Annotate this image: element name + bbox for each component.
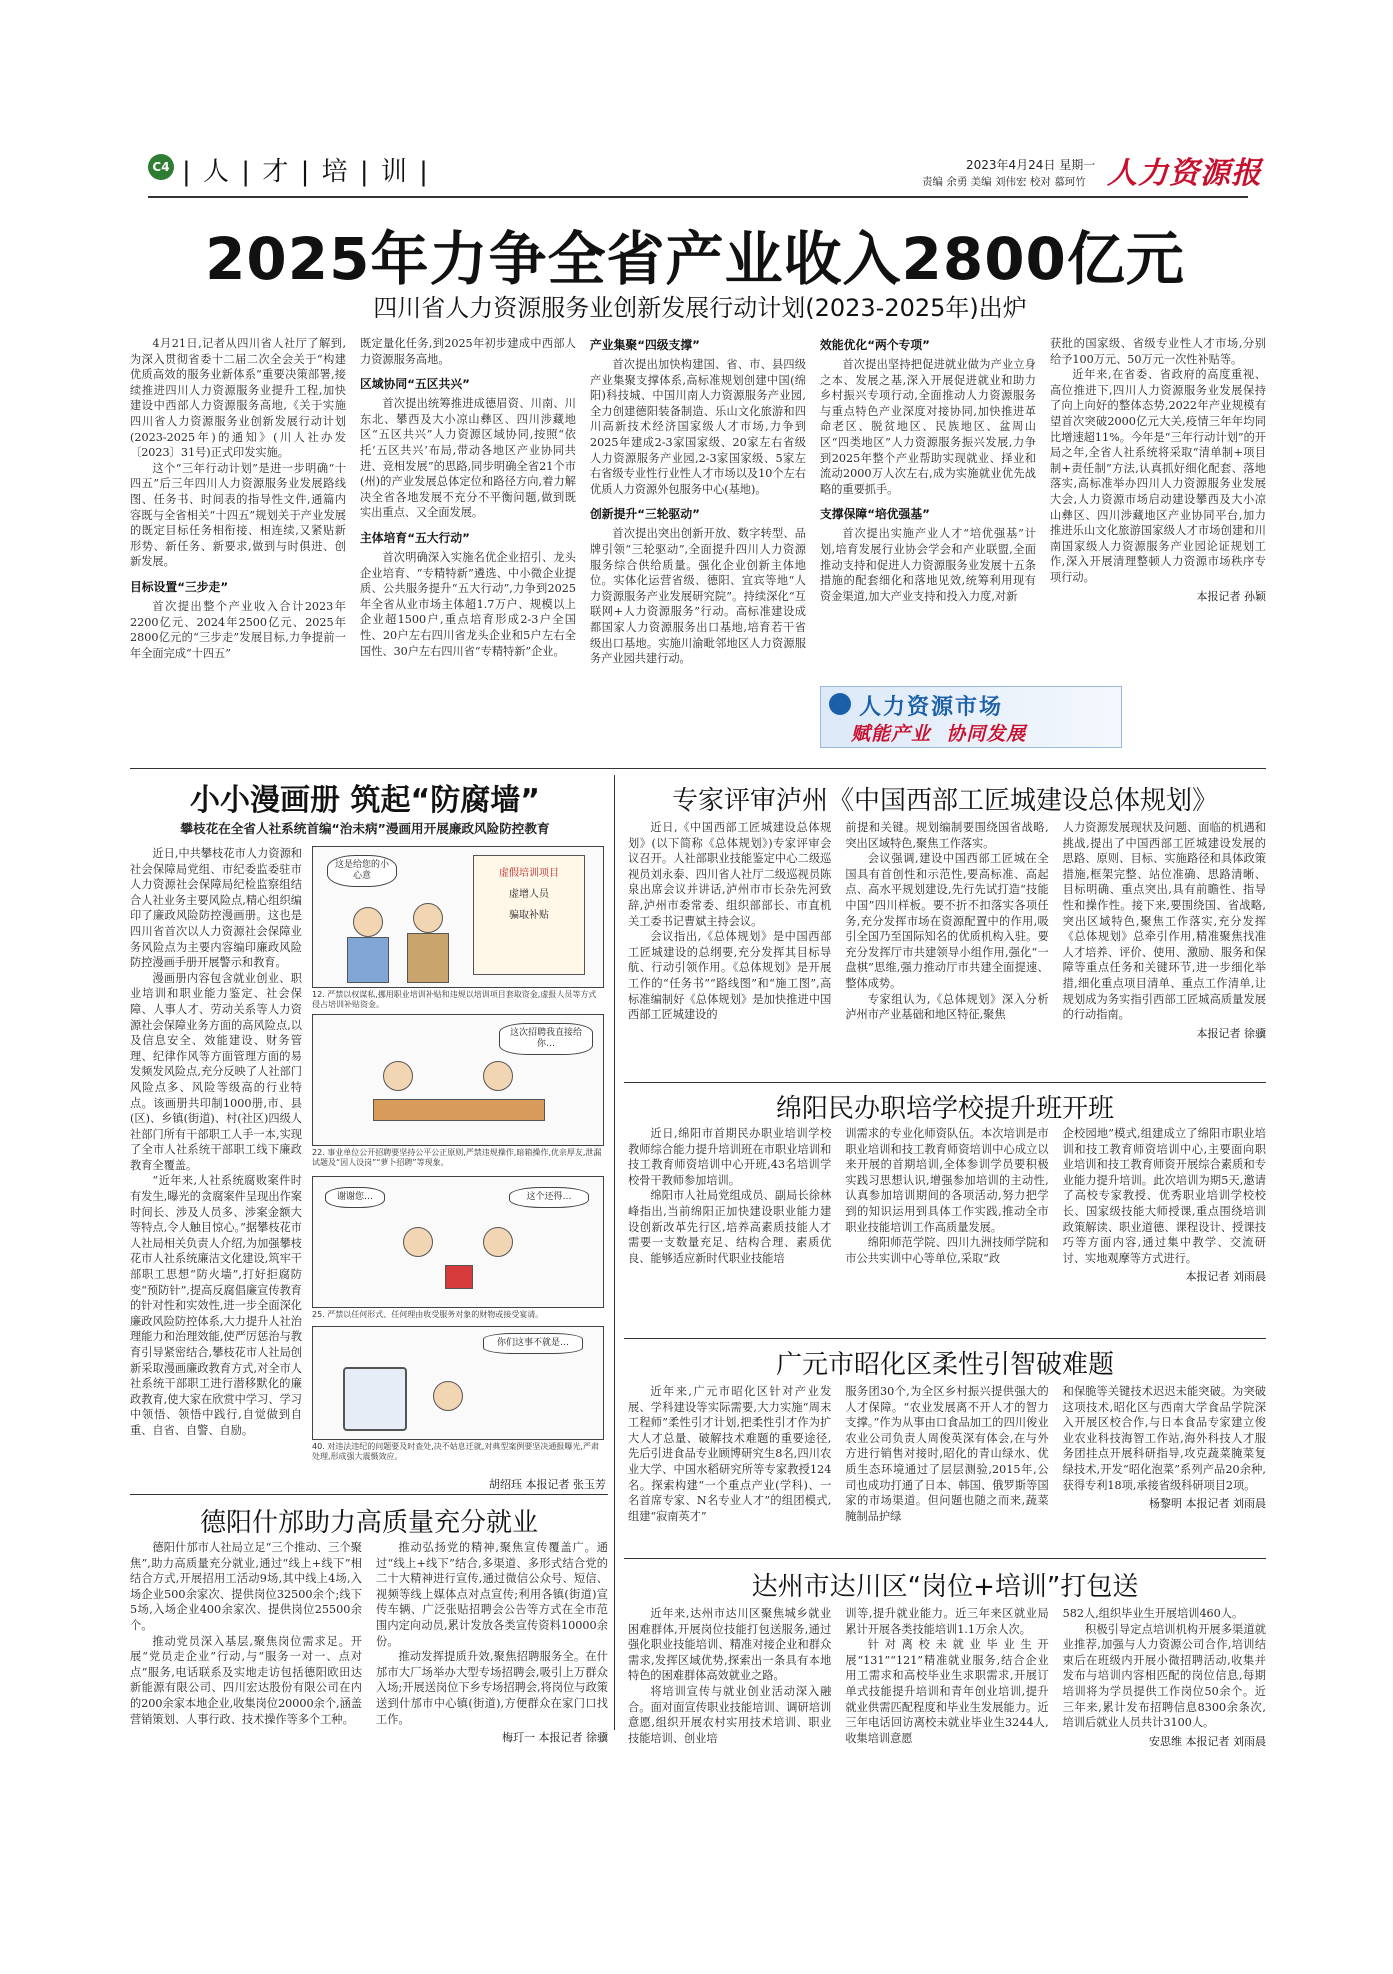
mianyang-col-2 bbox=[845, 1126, 1048, 1284]
paragraph: 漫画册内容包含就业创业、职业培训和职业能力鉴定、社会保障、人事人才、劳动关系等人力资源社会保障业务方面的高风险点,以及信息安全、效能建设、财务管理、纪律作风等方面管理方面的易发频发风险点,充分反映了人社部门风险点多、风险等级高的行业特点。该画册共印制1000册,市、县(区)、乡镇(街道)、村(社区)四级人社部门所有干部职工人手一本,实现了全市人社系统干部职工线下廉政教育全覆盖。 bbox=[130, 971, 302, 1172]
comic-panel-4 bbox=[312, 1326, 604, 1440]
paragraph: 首次提出整个产业收入合计2023年2200亿元、2024年2500亿元、2025年2800亿元的“三步走”发展目标,力争提前一年全面完成“十四五” bbox=[130, 599, 346, 660]
speech-bubble: 这是给您的小心意 bbox=[327, 855, 397, 887]
paragraph: 推动发挥提质升效,聚焦招聘服务全。在什邡市大厂场举办大型专场招聘会,吸引上万群众入场;开展送岗位下乡专场招聘会,将岗位与政策送到什邡市中心镇(街道),方便群众在家门口找工作。 bbox=[376, 1650, 608, 1726]
mianyang-col-1 bbox=[628, 1126, 831, 1284]
comic-caption: 40. 对违法违纪的问题要及时查处,决不姑息迁就,对典型案例要坚决通报曝光,严肃处理,形成强大震慑效应。 bbox=[312, 1442, 599, 1461]
paragraph: 首次提出实施产业人才“培优强基”计划,培育发展行业协会学会和产业联盟,全面推动支持和促进人力资源服务业发展十五条措施的配套细化和落地见效,统筹利用现有资金渠道,加大产业支持和投入力度,对新 bbox=[820, 527, 1036, 603]
paragraph: 服务团30个,为全区乡村振兴提供强大的人才保障。“农业发展离不开人才的智力支撑。”作为从事由口食品加工的四川俊业农业公司负责人周俊英深有体会,在与外方进行销售对接时,昭化的青山绿水、优质生态环境通过了层层测验,2015年,公司也成功打通了日本、韩国、俄罗斯等国家的市场渠道。但问题也随之而来,蔬菜腌制品护绿 bbox=[845, 1385, 1049, 1523]
dazhou-col-2 bbox=[845, 1606, 1048, 1749]
dazhou-columns bbox=[628, 1606, 1266, 1749]
paragraph: 首次明确深入实施名优企业招引、龙头企业培育、“专精特新”遴选、中小微企业提质、公共服务提升“五大行动”,力争到2025年全省从业市场主体超1.7万户、规模以上企业超1500户,重点培育形成2-3户全国性、20户左右四川省龙头企业和5户左右全国性、30户左右四川省“专精特新”企业。 bbox=[360, 550, 576, 658]
byline: 本报记者 刘雨晨 bbox=[1185, 1270, 1266, 1284]
paragraph: 前提和关键。规划编制要围绕国省战略,突出区域特色,聚焦工作落实。 bbox=[845, 821, 1049, 850]
paragraph: 绵阳师范学院、四川九洲技师学院和市公共实训中心等单位,采取“政 bbox=[845, 1236, 1049, 1265]
speech-bubble: 谢谢您… bbox=[325, 1187, 385, 1208]
byline: 本报记者 孙颖 bbox=[1196, 589, 1266, 603]
comic-caption: 25. 严禁以任何形式、任何理由收受服务对象的财物或接受宴请。 bbox=[312, 1310, 544, 1319]
lead-headline: 2025年力争全省产业收入2800亿元 bbox=[205, 225, 1185, 293]
section-label: | 人 | 才 | 培 | 训 | bbox=[182, 157, 430, 187]
paragraph: 绵阳市人社局党组成员、副局长徐林峰指出,当前绵阳正加快建设职业能力建设创新改革先行区,培养高素质技能人才需要一支数量充足、结构合理、素质优良、能够适应新时代职业技能培 bbox=[628, 1189, 832, 1265]
comic-article-subtitle: 攀枝花在全省人社系统首编“治未病”漫画用开展廉政风险防控教育 bbox=[180, 821, 550, 836]
paragraph: 人力资源发展现状及问题、面临的机遇和挑战,提出了中国西部工匠城建设发展的思路、原则、目标、实施路径和具体政策措施,框架完整、站位准确、思路清晰、目标明确、重点突出,具有前瞻性、指导性和操作性。接下来,要围绕国、省战略,突出区域特色,聚焦工作落实,充分发挥《总体规划》总牵引作用,精准聚焦找准人才培养、评价、使用、激励、服务和保障等重点任务和关键环节,进一步细化举措,细化重点项目清单、重点工作清单,让规划成为务实指引西部工匠城高质量发展的行动指南。 bbox=[1062, 821, 1266, 1022]
mianyang-title: 绵阳民办职培学校提升班开班 bbox=[775, 1094, 1114, 1124]
paragraph: 这个“三年行动计划”是进一步明确“十四五”后三年四川人力资源服务业发展路线图、任务书、时间表的指导性文件,通篇内容既与全省相关“十四五”规划关于产业发展的既定目标任务相衔接、相连续,又紧贴新形势、新任务、新要求,做到与时俱进、创新发展。 bbox=[130, 461, 346, 569]
section-rule bbox=[624, 1338, 1266, 1339]
guangyuan-col-2 bbox=[845, 1384, 1048, 1524]
comic-caption: 22. 事业单位公开招聘要坚持公平公正原则,严禁违规操作,暗箱操作,优亲厚友,泄漏试题及“因人设岗”“萝卜招聘”等现象。 bbox=[312, 1148, 602, 1167]
banner-logo-icon bbox=[829, 693, 851, 715]
paragraph: 推动弘扬党的精神,聚焦宣传覆盖广。通过“线上+线下”结合,多渠道、多形式结合党的二十大精神进行宣传,通过微信公众号、短信、视频等线上媒体点对点宣传;利用各镇(街道)宣传车辆、广泛张贴招聘会公告等方式在全市范围内定向动员,累计发放各类宣传资料10000余份。 bbox=[376, 1541, 608, 1648]
paragraph: 会议强调,建设中国西部工匠城在全国具有首创性和示范性,要高标准、高起点、高水平规划建设,先行先试打造“技能中国”四川样板。要不折不扣落实各项任务,充分发挥市场在资源配置中的作用,吸引全国乃至国际知名的优质机构入驻。要充分发挥厅市共建领导小组作用,强化“一盘棋”思维,强力推动厅市共建全面提速、整体成势。 bbox=[845, 852, 1049, 990]
subheading: 产业集聚“四级支撑” bbox=[590, 338, 700, 352]
paragraph: 4月21日,记者从四川省人社厅了解到,为深入贯彻省委十二届二次全会关于“构建优质高效的服务业新体系”重要决策部署,接续推进四川人力资源服务业提升工程,加快建设中西部人力资源服务高地,《关于实施四川省人力资源服务业创新发展行动计划(2023-2025年)的通知》(川人社办发〔2023〕31号)正式印发实施。 bbox=[130, 337, 346, 460]
editor-credits: 责编 余勇 美编 刘伟宏 校对 慕珂竹 bbox=[922, 176, 1086, 188]
dazhou-title: 达州市达川区“岗位+培训”打包送 bbox=[751, 1572, 1139, 1602]
dazhou-col-3 bbox=[1063, 1606, 1266, 1749]
board-text: 虚增人员 bbox=[509, 889, 549, 900]
figure-icon bbox=[483, 1061, 513, 1091]
byline: 梅玎一 本报记者 徐骥 bbox=[502, 1731, 608, 1745]
comic-article-title: 小小漫画册 筑起“防腐墙” bbox=[190, 783, 540, 818]
comic-caption: 12. 严禁以权谋私,挪用职业培训补贴和违规以培训项目套取资金,虚报人员等方式侵占培训补贴资金。 bbox=[312, 990, 597, 1009]
banner-slogan: 赋能产业 协同发展 bbox=[851, 723, 1027, 745]
paragraph: 近年来,广元市昭化区针对产业发展、学科建设等实际需要,大力实施“周末工程师”柔性引才计划,把柔性引才作为扩大人才总量、破解技术难题的重要途径,先后引进食品专业顾博研究生8名,四川农业大学、中国水稻研究所等专家教授124名。探索构建“一个重点产业(学科)、一名首席专家、N名专业人才”的组团模式,组建“寂南英才” bbox=[628, 1385, 832, 1523]
comic-article-body bbox=[130, 846, 302, 1439]
deyang-title: 德阳什邡助力高质量充分就业 bbox=[199, 1508, 538, 1538]
luzhou-columns bbox=[628, 820, 1266, 1041]
mianyang-columns bbox=[628, 1126, 1266, 1284]
paragraph: 企校园地”模式,组建成立了绵阳市职业培训和技工教育师资培训中心,主要面向职业培训和技工教育师资开展综合素质和专业能力提升培训。此次培训为期5天,邀请了高校专家教授、优秀职业培训学校校长、国家级技能大师授课,重点围绕培训政策解读、职业道德、课程设计、授课技巧等方面内容,通过集中教学、交流研讨、实地观摩等方式进行。 bbox=[1062, 1127, 1266, 1265]
paragraph: 会议指出,《总体规划》是中国西部工匠城建设的总纲要,充分发挥其目标导航、行动引领作用。《总体规划》是开展工作的“任务书”“路线图”和“施工图”,高标准编制好《总体规划》是加快推进中国西部工匠城建设的 bbox=[628, 930, 832, 1022]
paragraph: 针对离校未就业毕业生开展“131”“121”精准就业服务,结合企业用工需求和高校毕业生求职需求,开展订单式技能提升培训和青年创业培训,提升就业供需匹配程度和毕业生发展能力。近三年电话回访离校未就业毕业生3244人,收集培训意愿 bbox=[845, 1638, 1049, 1745]
subheading: 效能优化“两个专项” bbox=[820, 338, 930, 352]
desk-shape bbox=[373, 1099, 545, 1121]
section-rule bbox=[130, 768, 1266, 769]
header-rule bbox=[148, 196, 1248, 198]
byline: 胡绍珏 本报记者 张玉芳 bbox=[489, 1478, 606, 1491]
luzhou-col-2 bbox=[845, 820, 1048, 1041]
byline: 安思维 本报记者 刘雨晨 bbox=[1148, 1734, 1266, 1748]
dazhou-col-1 bbox=[628, 1606, 831, 1749]
guangyuan-title: 广元市昭化区柔性引智破难题 bbox=[775, 1350, 1114, 1380]
paragraph: 专家组认为,《总体规划》深入分析泸州市产业基础和地区特征,聚焦 bbox=[845, 992, 1049, 1022]
gift-box-icon bbox=[445, 1265, 473, 1289]
page-badge: C4 bbox=[148, 154, 174, 180]
paragraph: 首次提出加快构建国、省、市、县四级产业集聚支撑体系,高标准规划创建中国(绵阳)科技城、中国川南人力资源服务产业园,全力创建德阳装备制造、乐山文化旅游和四川高新技术经济国家级人才市场,力争到2025年建成2-3家国家级、20家左右省级人力资源服务产业园,2-3家国家级、5家左右省级专业性行业性人才市场以及10个左右优质人力资源外包服务中心(基地)。 bbox=[590, 358, 806, 496]
subheading: 主体培育“五大行动” bbox=[360, 530, 470, 545]
figure-body bbox=[347, 937, 389, 983]
subheading: 区域协同“五区共兴” bbox=[360, 377, 470, 392]
paragraph: 推动党员深入基层,聚焦岗位需求足。开展“党员走企业”行动,与“服务一对一、点对点”服务,电话联系及实地走访包括德阳欧田达新能源有限公司、四川宏达股份有限公司在内的200余家本地企业,收集岗位20000余个,涵盖营销策划、人事行政、技术操作等多个工种。 bbox=[130, 1634, 362, 1726]
paragraph: 近年来,达州市达川区聚焦城乡就业困难群体,开展岗位技能打包送服务,通过强化职业技能培训、精准对接企业和群众需求,发挥区域优势,探索出一条具有本地特色的困难群体高效就业之路。 bbox=[628, 1607, 832, 1683]
comic-panel-3 bbox=[312, 1176, 604, 1308]
figure-icon bbox=[353, 907, 383, 937]
byline: 杨黎明 本报记者 刘雨晨 bbox=[1148, 1497, 1266, 1511]
deyang-col-2 bbox=[376, 1540, 608, 1745]
guangyuan-col-3 bbox=[1063, 1384, 1266, 1524]
paragraph: 既定量化任务,到2025年初步建成中西部人力资源服务高地。 bbox=[360, 337, 576, 366]
paragraph: 近日,绵阳市首期民办职业培训学校教师综合能力提升培训班在市职业培训和技工教育师资培训中心开班,43名培训学校骨干教师参加培训。 bbox=[628, 1127, 832, 1187]
section-rule bbox=[624, 1082, 1266, 1083]
byline: 本报记者 徐骥 bbox=[1196, 1026, 1266, 1040]
board-text: 虚假培训项目 bbox=[499, 868, 559, 879]
issue-date: 2023年4月24日 星期一 bbox=[966, 158, 1096, 172]
figure-icon bbox=[413, 903, 443, 933]
comic-panel-2 bbox=[312, 1014, 604, 1146]
paragraph: 将培训宣传与就业创业活动深入融合。面对面宣传职业技能培训、调研培训意愿,组织开展农村实用技术培训、职业技能培训、创业培 bbox=[628, 1684, 832, 1745]
mianyang-col-3 bbox=[1063, 1126, 1266, 1284]
paragraph: 近日,中共攀枝花市人力资源和社会保障局党组、市纪委监委驻市人力资源社会保障局纪检监察组结合人社业务主要风险点,精心组织编印了廉政风险防控漫画册。这也是四川省首次以人力资源社会保障业务风险点为主要内容编印廉政风险防控漫画手册开展警示和教育。 bbox=[130, 847, 302, 970]
paragraph: 首次提出统筹推进成德眉资、川南、川东北、攀西及大小凉山彝区、四川涉藏地区“五区共兴”人力资源区域协同,按照“依托‘五区共兴’布局,带动各地区产业协同共进、竞相发展”的思路,同步明确全省21个市(州)的产业发展总体定位和路径方向,着力解决全省各地发展不充分不平衡问题,做到既实出重点、又全面发展。 bbox=[360, 397, 576, 520]
document-board bbox=[473, 855, 585, 975]
paragraph: 积极引导定点培训机构开展多渠道就业推荐,加强与人力资源公司合作,培训结束后在班级内开展小微招聘活动,收集并发布与培训内容相匹配的岗位信息,每期培训将为学员提供工作岗位50余个。近三年来,累计发布招聘信息8300余条次,培训后就业人员共计3100人。 bbox=[1062, 1622, 1266, 1730]
paragraph: 和保脆等关键技术迟迟未能突破。为突破这项技术,昭化区与西南大学食品学院深入开展区校合作,与日本食品专家建立俊业农业科技海智工作站,海外科技人才服务团挂点开展科研指导,攻克蔬菜腌菜复绿技术,开发“昭化泡菜”系列产品20余种,获得专利18项,承接省级科研项目2项。 bbox=[1062, 1385, 1266, 1492]
lead-col-2 bbox=[360, 336, 576, 756]
lead-col-3 bbox=[590, 336, 806, 756]
scales-icon bbox=[343, 1367, 407, 1431]
figure-icon bbox=[403, 1227, 433, 1257]
deyang-columns bbox=[130, 1540, 608, 1745]
figure-icon bbox=[433, 1381, 463, 1411]
paragraph: 训等,提升就业能力。近三年来区就业局累计开展各类技能培训1.1万余人次。 bbox=[845, 1607, 1049, 1636]
speech-bubble: 这个还得… bbox=[509, 1187, 589, 1208]
luzhou-col-1 bbox=[628, 820, 831, 1041]
speech-bubble: 这次招聘我直接给你… bbox=[499, 1023, 593, 1055]
paragraph: 582人,组织毕业生开展培训460人。 bbox=[1062, 1607, 1244, 1620]
lead-col-1 bbox=[130, 336, 346, 756]
paragraph: 首次提出突出创新开放、数字转型、品牌引领“三轮驱动”,全面提升四川人力资源服务综合供给质量。强化企业创新主体地位。实体化运营省级、德阳、宜宾等地“人力资源服务产业发展研究院”。持续深化“互联网+人力资源服务”行动。高标准建设成都国家人力资源服务出口基地,培育若干省级出口基地。实施川渝毗邻地区人力资源服务产业园共建行动。 bbox=[590, 527, 806, 666]
board-text: 骗取补贴 bbox=[509, 910, 549, 921]
paragraph: 首次提出坚持把促进就业做为产业立身之本、发展之基,深入开展促进就业和助力乡村振兴专项行动,全面推动人力资源服务与重点特色产业深度对接协同,加快推进革命老区、脱贫地区、民族地区、盆周山区“四类地区”人力资源服务振兴发展,力争到2025年整个产业帮助实现就业、择业和流动2000万人次左右,成为实施就业优先战略的重要抓手。 bbox=[820, 358, 1036, 496]
speech-bubble: 你们这事不就是… bbox=[483, 1333, 583, 1354]
paragraph: 近日,《中国西部工匠城建设总体规划》(以下简称《总体规划》)专家评审会议召开。人社部职业技能鉴定中心二级巡视员刘永泰、四川省人社厅二级巡视员陈泉出席会议并讲话,泸州市市长杂先河致辞,泸州市委常委、组织部部长、市直机关工委书记曹斌主持会议。 bbox=[628, 821, 832, 928]
luzhou-col-3 bbox=[1063, 820, 1266, 1041]
paragraph: 训需求的专业化师资队伍。本次培训是市职业培训和技工教育师资培训中心成立以来开展的首期培训,全体参训学员要积极实践习思想认识,增强参加培训的主动性,认真参加培训期间的各项活动,努力把学到的知识运用到具体工作实践,推动全市职业技能培训工作高质量发展。 bbox=[845, 1127, 1049, 1234]
paragraph: 获批的国家级、省级专业性人才市场,分别给予100万元、50万元一次性补贴等。 bbox=[1050, 337, 1266, 366]
guangyuan-columns bbox=[628, 1384, 1266, 1524]
subheading: 支撑保障“培优强基” bbox=[820, 507, 930, 522]
subheading: 目标设置“三步走” bbox=[130, 579, 229, 594]
comic-panel-1 bbox=[312, 846, 604, 988]
masthead-logo: 人力资源报 bbox=[1107, 156, 1262, 191]
comic-illustrations bbox=[312, 846, 606, 1470]
hr-market-banner bbox=[820, 686, 1122, 748]
subheading: 创新提升“三轮驱动” bbox=[590, 507, 700, 522]
section-rule bbox=[624, 1558, 1266, 1559]
paragraph: “近年来,人社系统腐败案件时有发生,曝光的贪腐案件呈现出作案时间长、涉及人员多、涉案金额大等特点,令人触目惊心。”据攀枝花市人社局相关负责人介绍,为加强攀枝花市人社系统廉洁文化建设,筑牢干部职工思想“防火墙”,打好拒腐防变“预防针”,提高反腐倡廉宣传教育的针对性和实效性,进一步全面深化廉政风险防控体系,大力提升人社治理能力和治理效能,使严厉惩治与教育引导紧密结合,攀枝花市人社局创新采取漫画廉政教育方式,对全市人社系统干部职工进行潜移默化的廉政教育,使大家在欣赏中学习、学习中领悟、领悟中践行,自觉做到自重、自省、自警、自励。 bbox=[130, 1174, 302, 1437]
figure-icon bbox=[383, 1061, 413, 1091]
paragraph: 德阳什邡市人社局立足“三个推动、三个聚焦”,助力高质量充分就业,通过“线上+线下”相结合方式,开展招用工活动9场,其中线上4场,入场企业500余家次、提供岗位32500余个;线下5场,入场企业400余家次、提供岗位25500余个。 bbox=[130, 1541, 362, 1632]
section-rule bbox=[130, 1494, 608, 1495]
paragraph: 近年来,在省委、省政府的高度重视、高位推进下,四川人力资源服务业发展保持了向上向好的整体态势,2022年产业规模有望首次突破2000亿元大关,疫情三年年均同比增速超11%。今年是“三年行动计划”的开局之年,全省人社系统将采取“清单制+项目制+责任制”方法,认真抓好细化配套、落地落实,高标准举办四川人力资源服务业发展大会,人力资源市场启动建设攀西及大小凉山彝区、四川涉藏地区产业协同平台,加力推进乐山文化旅游国家级人才市场创建和川南国家级人力资源服务产业园论证规划工作,深入开展清理整顿人力资源市场秩序专项行动。 bbox=[1050, 368, 1266, 584]
column-rule bbox=[614, 775, 615, 1730]
banner-title: 人力资源市场 bbox=[859, 695, 1004, 720]
luzhou-title: 专家评审泸州《中国西部工匠城建设总体规划》 bbox=[671, 786, 1218, 816]
deyang-col-1 bbox=[130, 1540, 362, 1745]
figure-body bbox=[407, 933, 449, 983]
guangyuan-col-1 bbox=[628, 1384, 831, 1524]
figure-icon bbox=[483, 1227, 513, 1257]
lead-subheadline: 四川省人力资源服务业创新发展行动计划(2023-2025年)出炉 bbox=[373, 294, 1027, 322]
